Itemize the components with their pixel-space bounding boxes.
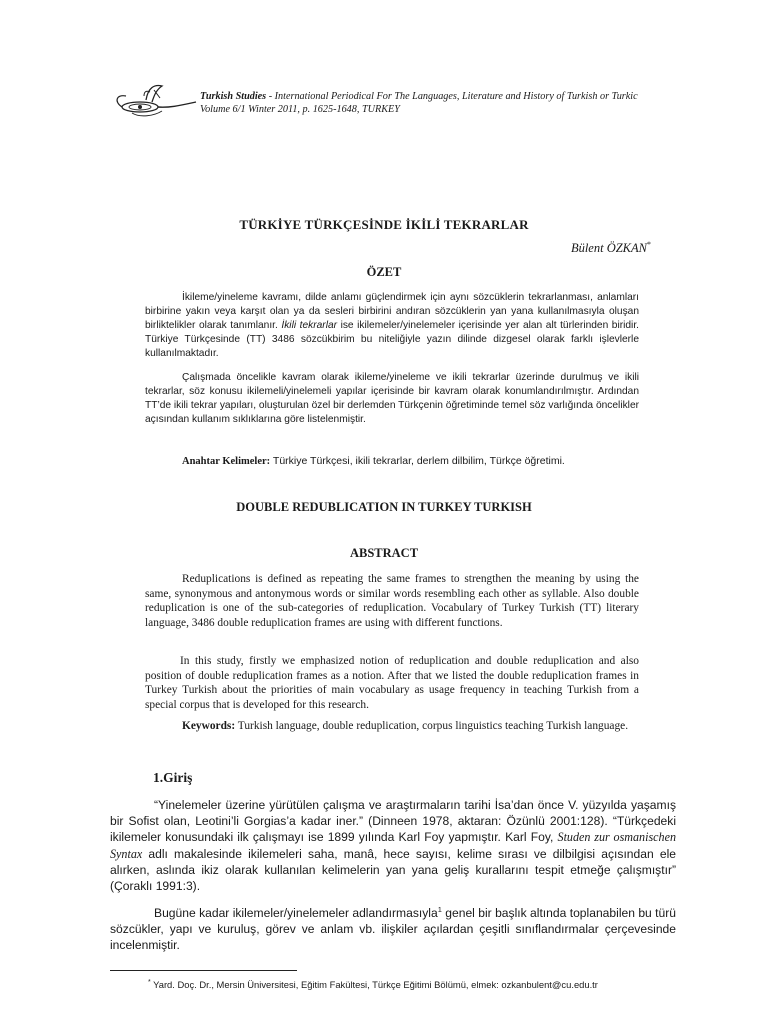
footnote: [148, 979, 598, 990]
body-paragraph-2: [110, 902, 676, 954]
abstract-p2-text: In this study, firstly we emphasized notion of reduplication and double reduplication and also position of double reduplication frames as a notion. After that we listed the double reduplication frames in Turkey Turkish about the priorities of main vocabulary as usage frequency in teaching Turkish from a special corpus that is developed for this research.: [145, 655, 639, 711]
body-p1-text-b: adlı makalesinde ikilemeleri saha, manâ, hece sayısı, kelime sırası ve dilbilgisi açısından ele alırken, aslında ikiz olarak kullanılan kelimelerin yan yana geliş kurallarını tespit etmeğe çalışmıştır” (Çoraklı 1991:3).: [110, 846, 676, 894]
body-p1-italic: Studen zur osmanischen Syntax: [110, 830, 676, 861]
ozet-p1-text-a: İkileme/yineleme kavramı, dilde anlamı güçlendirmek için aynı sözcüklerin tekrarlanması, anlamları birbirine yakın veya karşıt olan ya da sesleri birbirini andıran sözcüklerin yan yana kullanılmasıyla oluşan birliktelikler olarak tanımlanır.: [145, 292, 639, 332]
author-name-text: Bülent ÖZKAN: [570, 241, 647, 256]
journal-volume: Volume 6/1 Winter 2011, p. 1625-1648, TURKEY: [200, 104, 400, 115]
footnote-text: Yard. Doç. Dr., Mersin Üniversitesi, Eğitim Fakültesi, Türkçe Eğitimi Bölümü, elmek: ozkanbulent@cu.edu.tr: [150, 979, 598, 991]
body-p2-text-a: Bugüne kadar ikilemeler/yinelemeler adlandırmasıyla: [154, 906, 438, 921]
ozet-p1-text-b: ise ikilemeler/yinelemeler içerisinde yer alan alt türlerinden biridir. Türkiye Türkçesinde (TT) 3486 sözcükbirim bu niteliğiyle yazın dilinde dizgesel olarak farklı işlevlerle kullanılmaktadır.: [145, 320, 639, 360]
ozet-keywords: [182, 455, 565, 467]
abstract-p1-text: Reduplications is defined as repeating the same frames to strengthen the meaning by using the same, synonymous and antonymous words or similar words resembling each other as syllable. Also double reduplication is one of the sub-categories of reduplication. Vocabulary of Turkey Turkish (TT) literary language, 3486 double reduplication frames are using with different functions.: [145, 573, 639, 629]
ozet-paragraph-2: [145, 371, 639, 427]
abstract-keywords-text: Turkish language, double reduplication, corpus linguistics teaching Turkish language.: [235, 720, 629, 732]
ozet-heading: ÖZET: [366, 265, 402, 279]
article-title-english: DOUBLE REDUBLICATION IN TURKEY TURKISH: [236, 500, 532, 514]
body-p2-text-b: genel bir başlık altında toplanabilen bu türü sözcükler, yapı ve kuruluş, görev ve anlam vb. ilişkiler açılardan çeşitli sınıflandırmalar çerçevesinde incelenmiştir.: [110, 906, 677, 953]
body-p1-text-a: “Yinelemeler üzerine yürütülen çalışma ve araştırmaların tarihi İsa’dan önce V. yüzyılda yaşamış bir Sofist olan, Leotini’li Gorgias’a kadar iner.” (Dinneen 1978, aktaran: Özünlü 2001:128). “Türkçedeki ikilemeler konusundaki ilk çalışmayı ise 1899 yılında Karl Foy yapmıştır. Karl Foy,: [110, 798, 676, 845]
footnote-mark: *: [148, 979, 151, 986]
ozet-keywords-label: Anahtar Kelimeler:: [182, 456, 271, 467]
journal-name: Turkish Studies: [200, 91, 267, 102]
ozet-p1-italic: İkili tekrarlar: [281, 320, 338, 332]
ozet-paragraph-1: [145, 291, 639, 361]
journal-logo-icon: [110, 80, 198, 124]
body-paragraph-1: [110, 797, 676, 894]
journal-header: [200, 90, 700, 116]
author-footnote-mark: *: [647, 240, 651, 249]
author-name: [571, 240, 651, 256]
abstract-heading: ABSTRACT: [349, 546, 419, 560]
article-title-turkish: TÜRKİYE TÜRKÇESİNDE İKİLİ TEKRARLAR: [239, 217, 529, 232]
journal-header-line-1: [200, 90, 700, 103]
ozet-p2-text: Çalışmada öncelikle kavram olarak ikileme/yineleme ve ikili tekrarlar üzerinde durulmuş ve ikili tekrarlar, söz konusu ikilemeli/yinelemeli yapılar içerisinde bir kavram olarak konumlandırılmıştır. Ardından TT’de ikili tekrar yapıları, oluşturulan özel bir derlemden Türkçenin öğretiminde temel söz varlığında öncelikler açısından kullanım sıklıklarına göre listelenmiştir.: [145, 372, 639, 426]
ozet-keywords-text: Türkiye Türkçesi, ikili tekrarlar, derlem dilbilim, Türkçe öğretimi.: [270, 455, 565, 467]
abstract-paragraph-2: [145, 654, 639, 712]
footnote-divider: [110, 970, 297, 971]
abstract-keywords-label: Keywords:: [182, 720, 236, 732]
journal-subtitle: - International Periodical For The Languages, Literature and History of Turkish or Turkic: [266, 91, 638, 102]
footnote-reference-1: 1: [437, 905, 442, 914]
abstract-paragraph-1: [145, 572, 639, 630]
section-heading-giris: 1.Giriş: [153, 770, 193, 785]
abstract-keywords: [145, 719, 639, 734]
